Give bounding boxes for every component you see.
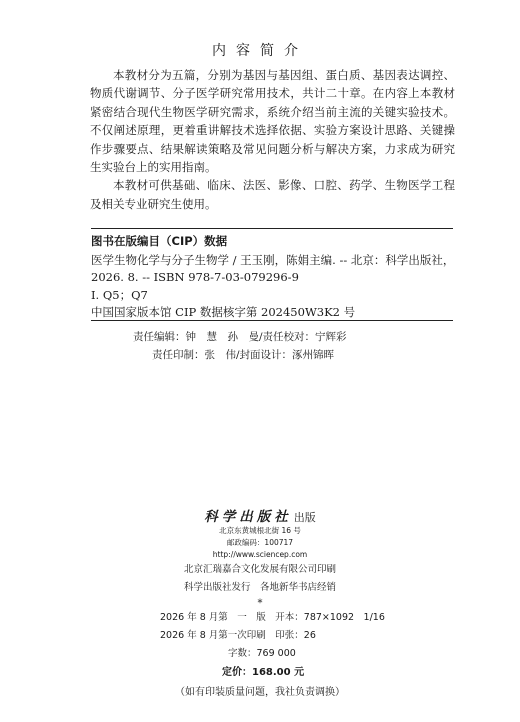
edition-line: 2026 年 8 月第 一 版 开本：787×1092 1/16 [160, 612, 385, 623]
printing-line: 2026 年 8 月第一次印刷 印张：26 [160, 630, 316, 641]
cip-record: 医学生物化学与分子生物学 / 王玉刚，陈娟主编. -- 北京：科学出版社，2026. 8. -- ISBN 978-7-03-079296-9 [91, 252, 455, 284]
publisher-suffix: 出版 [293, 511, 316, 524]
cip-block [91, 233, 456, 322]
separator-mark: * [257, 598, 263, 609]
summary-body [90, 66, 455, 213]
cip-bottom-rule [91, 320, 453, 321]
distribution-line: 科学出版社发行 各地新华书店经销 [183, 582, 336, 593]
credits-production: 责任印制：张 伟/封面设计：涿州锦晖 [152, 349, 335, 361]
summary-title: 内容简介 [212, 43, 308, 59]
editor-credits [0, 328, 520, 364]
publisher-address: 北京东黄城根北街 16 号 [219, 526, 301, 535]
publisher-logo: 科学出版社 [204, 509, 292, 525]
printer-line: 北京汇瑞嘉合文化发展有限公司印刷 [183, 564, 336, 575]
publisher-url: http://www.sciencep.com [212, 550, 308, 559]
publisher-imprint [0, 505, 520, 703]
cip-approval-number: 中国国家版本馆 CIP 数据核字第 202450W3K2 号 [91, 305, 356, 319]
cip-top-rule [91, 228, 453, 229]
cip-classification: Ⅰ. Q5；Q7 [91, 287, 148, 302]
word-count-line: 字数：769 000 [228, 648, 296, 659]
cip-heading: 图书在版编目（CIP）数据 [91, 234, 228, 248]
publisher-postcode: 邮政编码：100717 [226, 538, 294, 547]
summary-paragraph-1: 本教材分为五篇，分别为基因与基因组、蛋白质、基因表达调控、物质代谢调节、分子医学研究常用技术，共计二十章。在内容上本教材紧密结合现代生物医学研究需求，系统介绍当前主流的关键实验技术。不仅阐述原理，更着重讲解技术选择依据、实验方案设计思路、关键操作步骤要点、结果解读策略及常见问题分析与解决方案，力求成为研究生实验台上的实用指南。 [90, 68, 455, 175]
print-specs [0, 609, 520, 663]
price-line: 定价：168.00 元 [222, 667, 305, 678]
summary-paragraph-2: 本教材可供基础、临床、法医、影像、口腔、药学、生物医学工程及相关专业研究生使用。 [90, 178, 455, 211]
quality-notice: （如有印装质量问题，我社负责调换） [175, 687, 345, 698]
credits-editors: 责任编辑：钟 慧 孙 曼/责任校对：宁辉彩 [133, 331, 347, 343]
